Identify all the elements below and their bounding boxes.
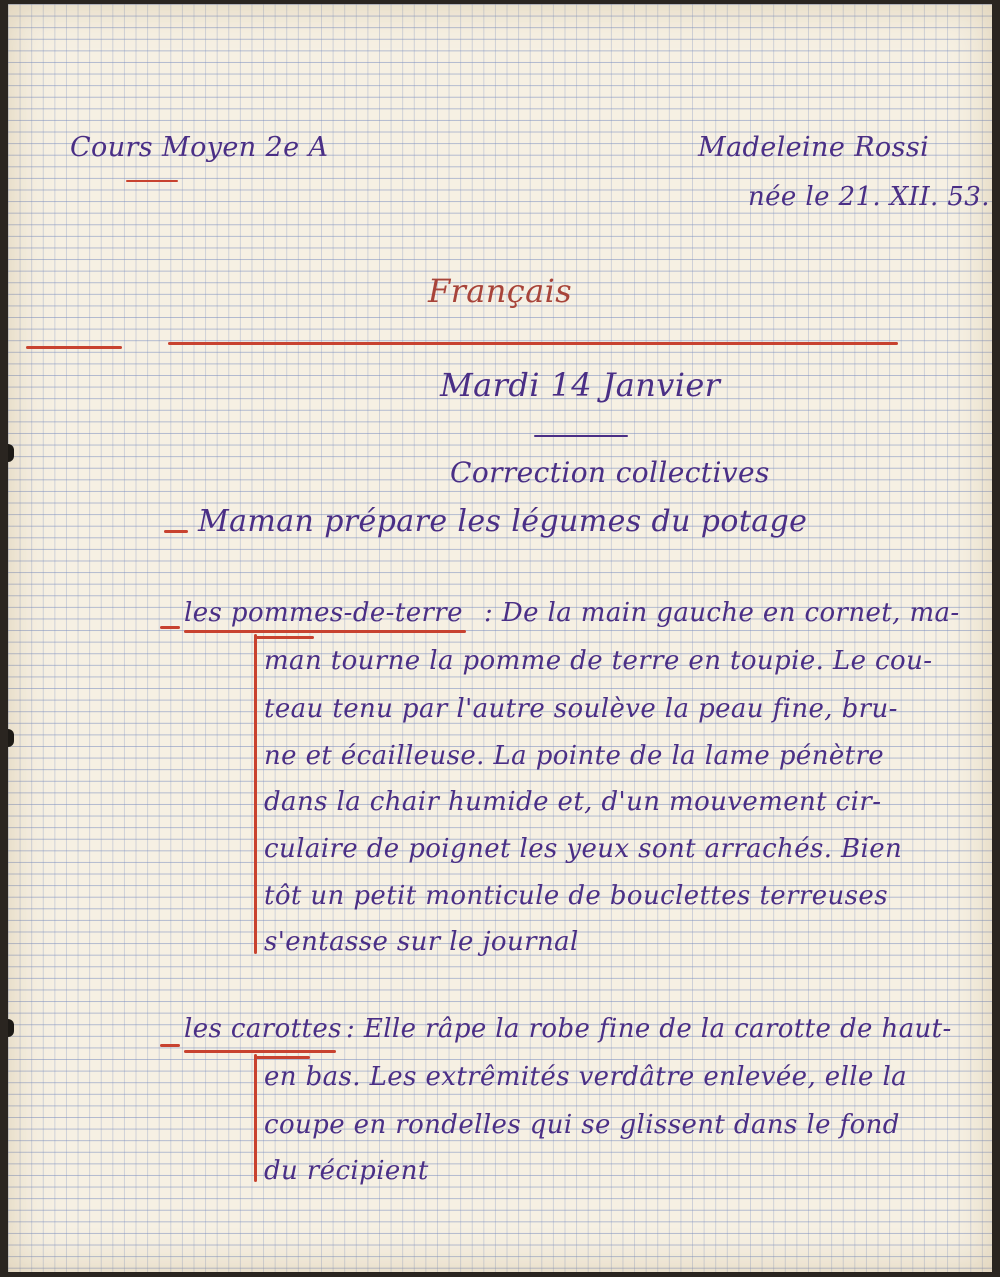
notebook-page [8, 4, 992, 1272]
text-line: tôt un petit monticule de bouclettes terreuses [264, 881, 888, 911]
margin-bracket [254, 634, 257, 954]
birth-date: née le 21. XII. 53. [748, 182, 990, 212]
subject-rule [168, 342, 898, 345]
binding-hole [8, 1019, 14, 1037]
margin-bracket [254, 1054, 257, 1182]
text-line: en bas. Les extrêmités verdâtre enlevée, elle la [264, 1062, 908, 1092]
text-line: teau tenu par l'autre soulève la peau fine, bru- [264, 694, 898, 724]
class-level: Cours Moyen 2e A [70, 132, 329, 163]
date-underline [534, 435, 628, 437]
student-name: Madeleine Rossi [698, 132, 930, 163]
bullet-dash [160, 626, 180, 629]
text-line: s'entasse sur le journal [264, 927, 579, 957]
text-line: man tourne la pomme de terre en toupie. Le cou- [264, 646, 933, 676]
section-heading-carrots: les carottes [184, 1014, 342, 1044]
margin-rule-left [26, 346, 122, 349]
bullet-dash [160, 1044, 180, 1047]
section-heading-potatoes: les pommes-de-terre [184, 598, 463, 628]
text-line: : Elle râpe la robe fine de la carotte de haut- [346, 1014, 952, 1044]
binding-hole [8, 729, 14, 747]
text-line: ne et écailleuse. La pointe de la lame pénètre [264, 741, 885, 771]
binding-hole [8, 444, 14, 462]
text-line: : De la main gauche en cornet, ma- [484, 598, 960, 628]
heading-underline [184, 1050, 336, 1053]
heading-underline [184, 630, 466, 633]
intro-sentence: Maman prépare les légumes du potage [198, 504, 808, 539]
exercise-title: Correction collectives [450, 456, 770, 489]
text-line: dans la chair humide et, d'un mouvement cir- [264, 787, 882, 817]
lesson-date: Mardi 14 Janvier [440, 366, 721, 404]
text-line: coupe en rondelles qui se glissent dans le fond [264, 1110, 900, 1140]
bracket-top [254, 636, 314, 639]
text-line: culaire de poignet les yeux sont arrachés. Bien [264, 834, 903, 864]
class-underline [126, 180, 178, 182]
bullet-dash [164, 530, 188, 533]
subject-title: Français [428, 272, 573, 310]
bracket-top [254, 1056, 310, 1059]
text-line: du récipient [264, 1156, 429, 1186]
